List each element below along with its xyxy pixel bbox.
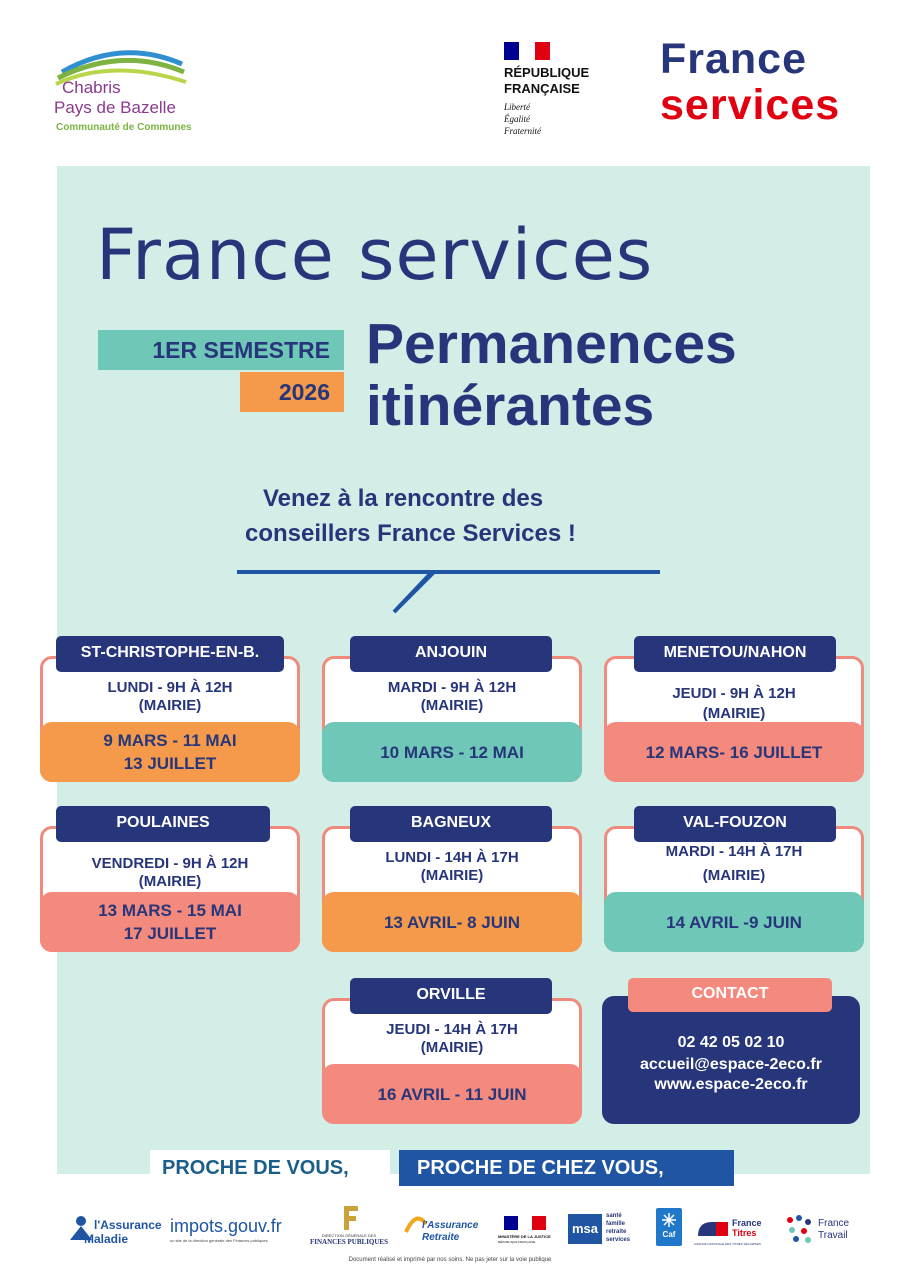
- ar-line1: l'Assurance: [422, 1220, 479, 1231]
- dates-line1: 13 MARS - 15 MAI: [98, 901, 242, 920]
- msa-badge: msa: [568, 1214, 602, 1244]
- schedule-place: (MAIRIE): [138, 873, 202, 890]
- location-name: MENETOU/NAHON: [634, 636, 836, 672]
- msa-line4: services: [606, 1237, 631, 1243]
- location-card: [322, 806, 582, 952]
- msa-logo: [568, 1204, 642, 1250]
- location-card: [604, 636, 864, 782]
- france-services-logo: [660, 36, 840, 128]
- location-card: [40, 636, 300, 782]
- justice-line2: RÉPUBLIQUE FRANÇAISE: [498, 1240, 536, 1244]
- schedule-place: (MAIRIE): [420, 1039, 484, 1056]
- intro-line1: Venez à la rencontre des: [263, 485, 544, 512]
- schedule-place: (MAIRIE): [702, 705, 766, 722]
- location-name: VAL-FOUZON: [634, 806, 836, 842]
- dates-band: [322, 892, 582, 952]
- location-name: ST-CHRISTOPHE-EN-B.: [56, 636, 284, 672]
- schedule-day: JEUDI - 14H À 17H: [386, 1021, 518, 1038]
- dates-line1: 12 MARS- 16 JUILLET: [645, 742, 823, 762]
- assurance-retraite-logo: [402, 1204, 486, 1250]
- ministere-justice-logo: [498, 1204, 554, 1250]
- intro-line2: conseillers France Services !: [245, 520, 576, 547]
- fp-line2: FINANCES PUBLIQUES: [310, 1238, 388, 1246]
- chabris-logo: [52, 40, 222, 140]
- dates-band: [40, 892, 300, 952]
- rf-line1: RÉPUBLIQUE: [504, 65, 590, 80]
- location-card: [40, 806, 300, 952]
- contact-website[interactable]: www.espace-2eco.fr: [654, 1076, 808, 1093]
- chabris-subname: Pays de Bazelle: [54, 98, 176, 117]
- ft-sub: AGENCE NATIONALE DES TITRES SÉCURISÉS: [694, 1242, 761, 1246]
- schedule-place: (MAIRIE): [702, 867, 766, 884]
- chabris-tagline: Communauté de Communes: [56, 122, 192, 133]
- dates-band: [40, 722, 300, 782]
- fs-logo-line2: services: [660, 81, 841, 129]
- dates-band: [604, 892, 864, 952]
- slogan-part1: PROCHE DE VOUS,: [150, 1150, 390, 1186]
- schedule-day: LUNDI - 9H À 12H: [107, 679, 233, 696]
- chabris-name: Chabris: [62, 78, 121, 97]
- location-card: [604, 806, 864, 952]
- ft-line1: France: [732, 1218, 762, 1228]
- location-name: BAGNEUX: [350, 806, 552, 842]
- france-travail-icon: [784, 1214, 814, 1244]
- republique-francaise-logo: [500, 40, 630, 140]
- snowflake-icon: [662, 1213, 676, 1227]
- dates-line1: 14 AVRIL -9 JUIN: [666, 912, 802, 932]
- caf-logo: [656, 1204, 684, 1250]
- france-titres-icon: [696, 1218, 730, 1238]
- dates-line2: 13 JUILLET: [123, 754, 217, 773]
- dates-band: [604, 722, 864, 782]
- ar-line2: Retraite: [422, 1232, 460, 1243]
- schedule-day: JEUDI - 9H À 12H: [672, 685, 796, 702]
- location-name: ORVILLE: [350, 978, 552, 1014]
- dates-line1: 9 MARS - 11 MAI: [103, 731, 237, 750]
- fs-logo-line1: France: [660, 35, 808, 83]
- impots-sub: un site de la direction générale des Finances publiques: [170, 1238, 268, 1243]
- dates-line2: 17 JUILLET: [123, 924, 217, 943]
- am-line1: l'Assurance: [94, 1218, 162, 1232]
- dates-line1: 10 MARS - 12 MAI: [380, 742, 524, 762]
- ftr-line1: France: [818, 1218, 850, 1229]
- schedule-place: (MAIRIE): [420, 697, 484, 714]
- impots-main: impots.gouv.fr: [170, 1216, 282, 1236]
- justice-line1: MINISTÈRE DE LA JUSTICE: [498, 1234, 551, 1239]
- finances-publiques-logo: [306, 1204, 392, 1250]
- location-card: [322, 978, 582, 1124]
- am-line2: Maladie: [84, 1232, 129, 1246]
- dates-band: [322, 1064, 582, 1124]
- marianne-flag-icon: [504, 42, 550, 60]
- rf-motto-1: Liberté: [504, 102, 530, 112]
- location-name: POULAINES: [56, 806, 270, 842]
- rf-motto-3: Fraternité: [504, 126, 541, 136]
- france-travail-logo: [784, 1204, 860, 1250]
- headline-line1: Permanences: [366, 312, 737, 376]
- schedule-place: (MAIRIE): [138, 697, 202, 714]
- location-card: [322, 636, 582, 782]
- dates-line1: 16 AVRIL - 11 JUIN: [377, 1084, 527, 1104]
- headline-line2: itinérantes: [366, 374, 655, 438]
- contact-email[interactable]: accueil@espace-2eco.fr: [640, 1056, 822, 1073]
- schedule-day: VENDREDI - 9H À 12H: [91, 855, 249, 872]
- assurance-maladie-logo: [66, 1204, 162, 1250]
- rf-line2: FRANÇAISE: [504, 81, 580, 96]
- dates-line1: 13 AVRIL- 8 JUIN: [383, 912, 521, 932]
- france-titres-logo: [694, 1204, 774, 1250]
- footer-note: Document réalisé et imprimé par nos soins. Ne pas jeter sur la voie publique: [348, 1257, 552, 1263]
- msa-line3: retraite: [606, 1229, 627, 1235]
- page-title: France services: [96, 214, 654, 296]
- msa-line1: santé: [606, 1213, 622, 1219]
- schedule-day: MARDI - 14H À 17H: [665, 843, 803, 860]
- location-name: ANJOUIN: [350, 636, 552, 672]
- finances-publiques-icon: [338, 1204, 362, 1232]
- rf-motto-2: Égalité: [504, 114, 530, 124]
- schedule-day: MARDI - 9H À 12H: [387, 679, 517, 696]
- contact-label: CONTACT: [628, 978, 832, 1012]
- justice-flag-icon: [504, 1216, 546, 1230]
- contact-phone[interactable]: 02 42 05 02 10: [677, 1034, 785, 1051]
- ft-line2: Titres: [732, 1228, 757, 1238]
- msa-line2: famille: [606, 1221, 626, 1227]
- caf-label: Caf: [662, 1230, 676, 1239]
- speech-bubble-icon: [234, 564, 664, 620]
- impots-logo: [170, 1204, 290, 1250]
- schedule-day: LUNDI - 14H À 17H: [385, 849, 519, 866]
- semester-label: 1ER SEMESTRE: [98, 330, 344, 370]
- year-label: 2026: [240, 372, 344, 412]
- schedule-place: (MAIRIE): [420, 867, 484, 884]
- dates-band: [322, 722, 582, 782]
- fp-line1: DIRECTION GÉNÉRALE DES: [321, 1233, 377, 1238]
- contact-card: [602, 978, 860, 1124]
- slogan-part2: PROCHE DE CHEZ VOUS,: [399, 1150, 734, 1186]
- ftr-line2: Travail: [818, 1230, 848, 1241]
